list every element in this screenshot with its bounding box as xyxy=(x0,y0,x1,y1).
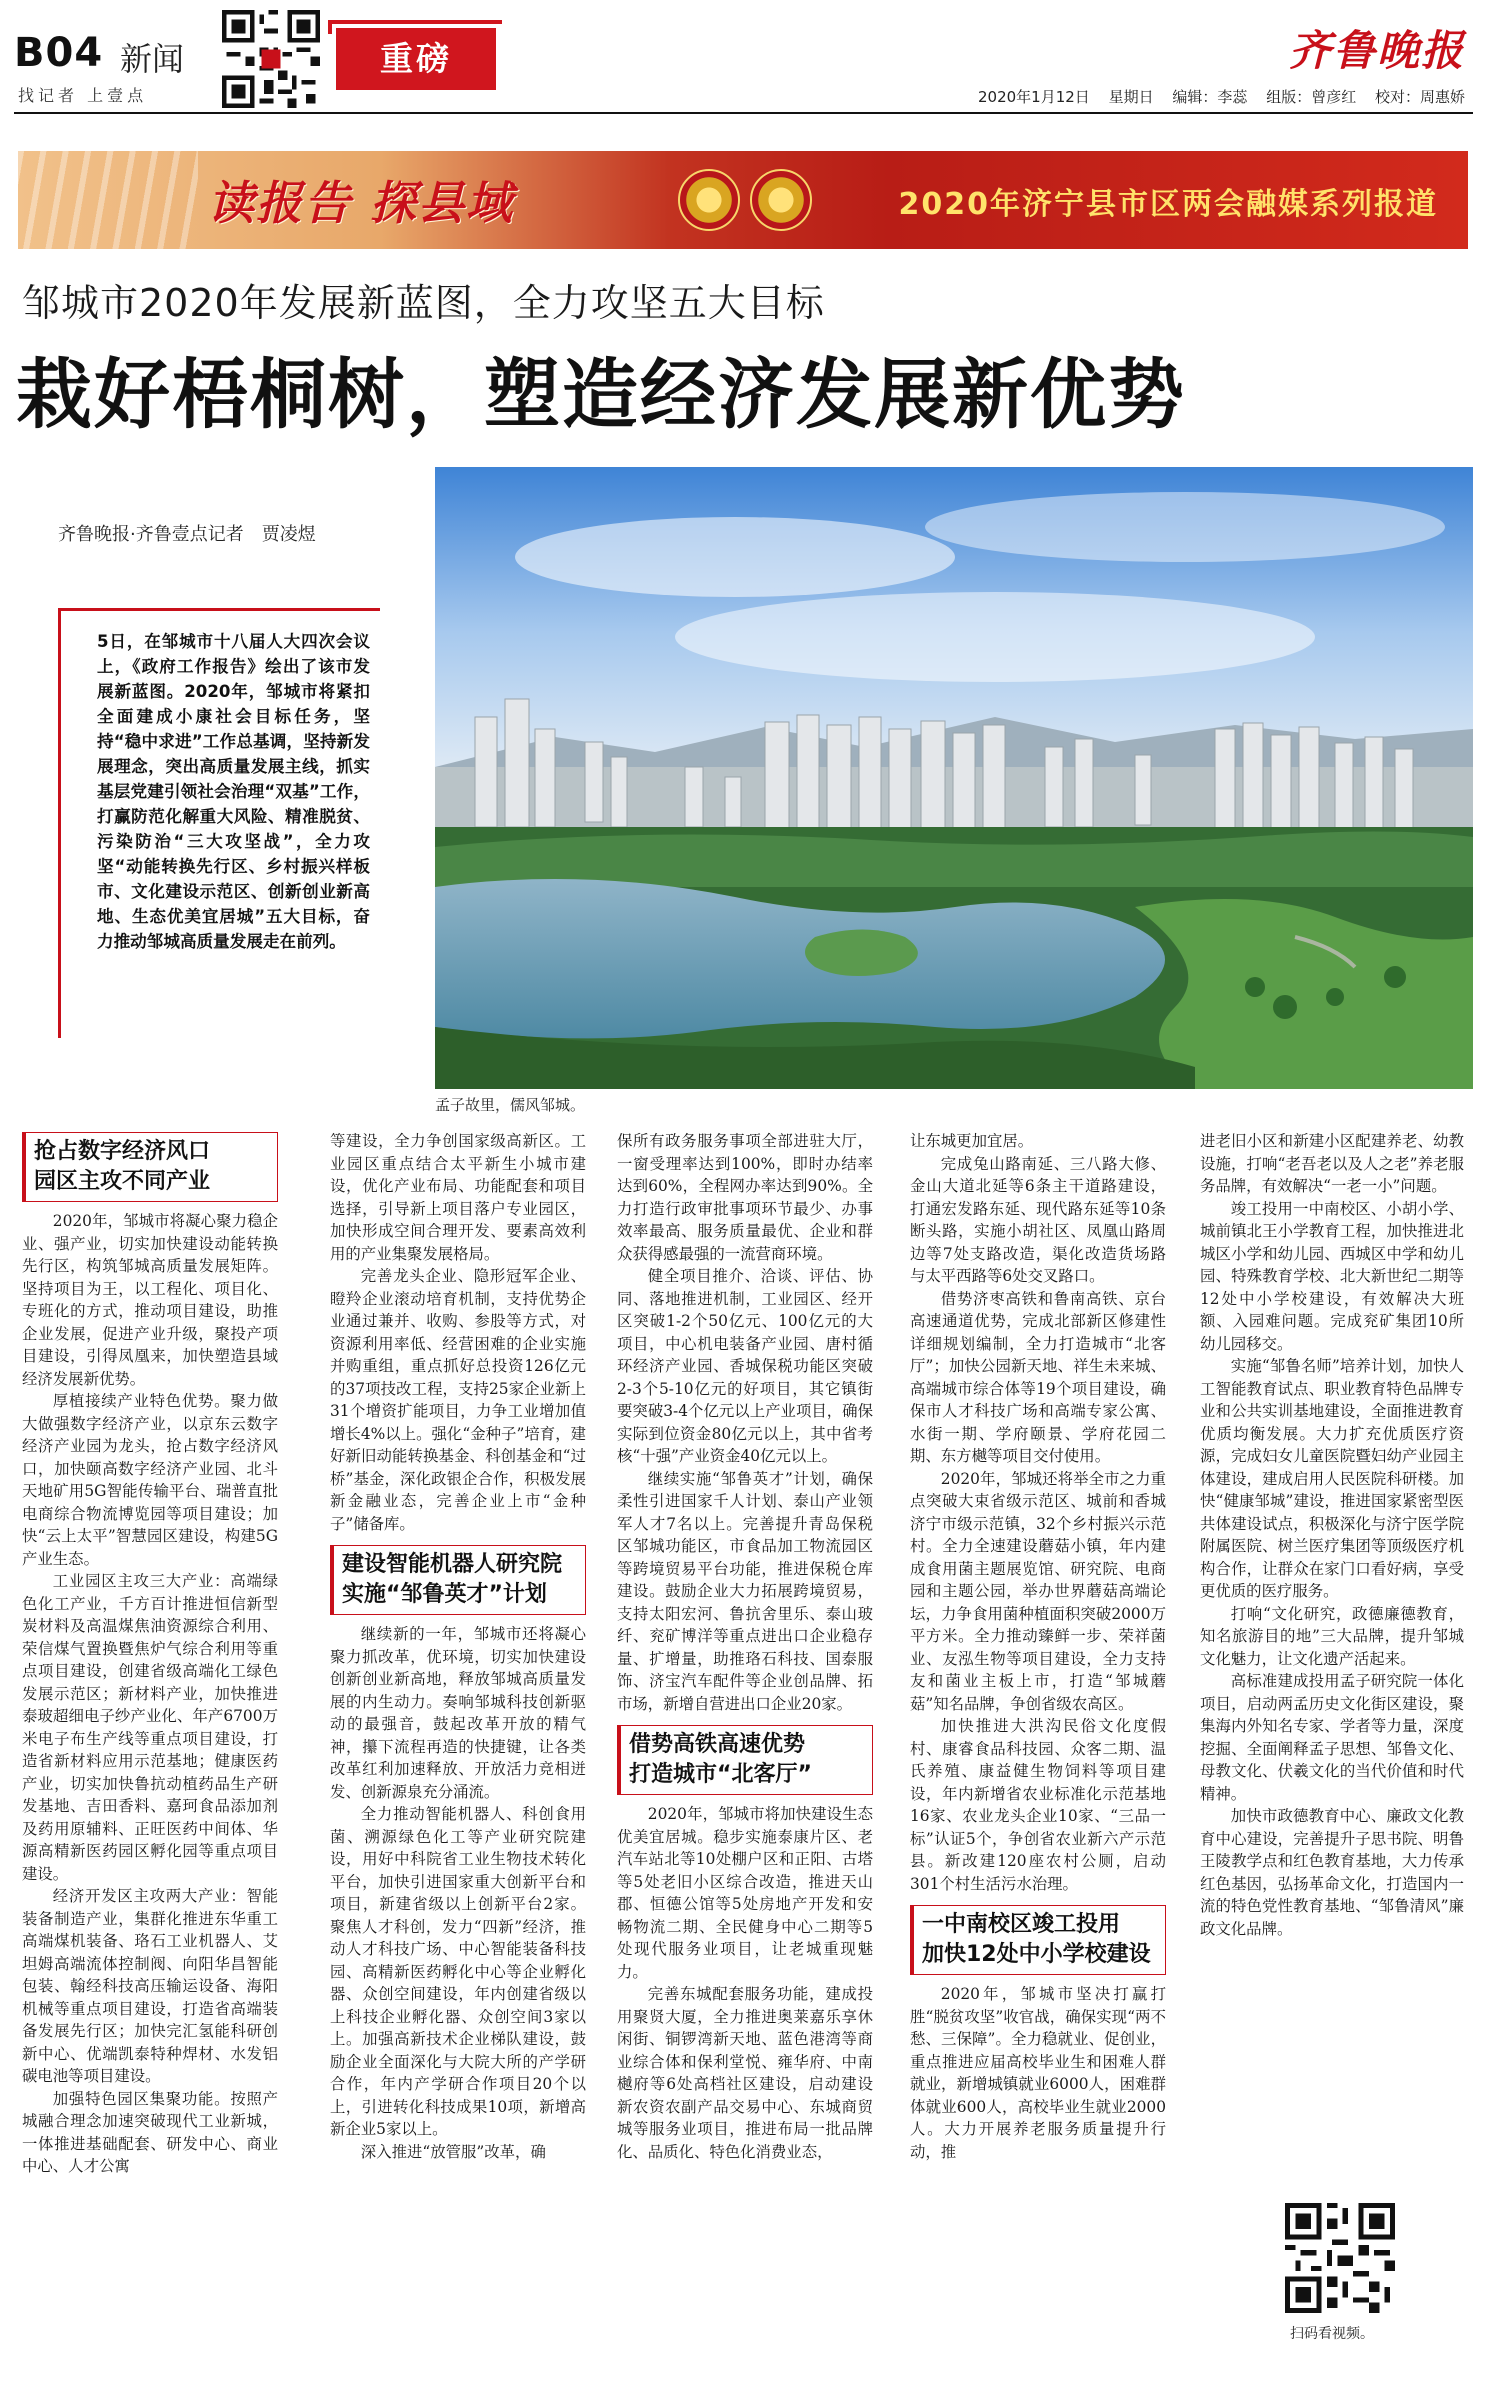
section-name: 新闻 xyxy=(120,40,185,78)
section-heading-3-line2: 打造城市“北客厅” xyxy=(629,1762,812,1787)
column-2 xyxy=(330,1130,586,2380)
issue-date: 2020年1月12日 xyxy=(978,88,1090,106)
paragraph: 加强特色园区集聚功能。按照产城融合理念加速突破现代工业新城，一体推进基础配套、研发中心、商业中心、人才公寓 xyxy=(22,2089,278,2175)
paragraph: 继续实施“邹鲁英才”计划，确保柔性引进国家千人计划、泰山产业领军人才7名以上。完善提升青岛保税区邹城功能区，市食品加工物流园区等跨境贸易平台功能，推进保税仓库建设。鼓励企业大力拓展跨境贸易，支持太阳宏河、鲁抗舍里乐、泰山玻纤、兖矿博洋等重点进出口企业稳存量、扩增量，助推珞石科技、国泰服饰、济宝汽车配件等企业创品牌、拓市场，新增自营进出口企业20家。 xyxy=(617,1469,873,1713)
paragraph: 健全项目推介、洽谈、评估、协同、落地推进机制，工业园区、经开区突破1-2个50亿元、100亿元的大项目，中心机电装备产业园、唐村循环经济产业园、香城保税功能区突破2-3个5-10亿元的好项目，其它镇街要突破3-4个亿元以上产业项目，确保实际到位资金80亿元以上，其中省考核“十强”产业资金40亿元以上。 xyxy=(617,1267,873,1465)
banner-right-title: 2020年济宁县市区两会融媒系列报道 xyxy=(898,187,1438,222)
banner-left-title: 读报告 探县域 xyxy=(208,176,515,230)
paragraph: 工业园区主攻三大产业：高端绿色化工产业，千方百计推进恒信新型炭材料及高温煤焦油资源综合利用、荣信煤气置换暨焦炉气综合利用等重点项目建设，创建省级高端化工绿色发展示范区；新材料产业，加快推进泰玻超细电子纱产业化、年产6700万米电子布生产线等重点项目建设，打造省新材料应用示范基地；健康医药产业，切实加快鲁抗动植药品生产研发基地、吉田香料、嘉珂食品添加剂及药用原辅料、正旺医药中间体、华源高精新医药园区孵化园等重点项目建设。 xyxy=(22,1572,278,1883)
page-number: B04 xyxy=(14,30,104,76)
section-heading-4-line2: 加快12处中小学校建设 xyxy=(922,1942,1151,1967)
newspaper-logo: 齐鲁晚报 xyxy=(1288,26,1465,75)
paragraph: 高标准建成投用孟子研究院一体化项目，启动两孟历史文化街区建设，聚集海内外知名专家、学者等力量，深度挖掘、全面阐释孟子思想、邹鲁文化、母教文化、伏羲文化的当代价值和时代精神。 xyxy=(1200,1672,1464,1803)
paragraph: 让东城更加宜居。 xyxy=(910,1132,1034,1150)
paragraph: 2020年，邹城市将凝心聚力稳企业、强产业，切实加快建设动能转换先行区，构筑邹城高质量发展矩阵。坚持项目为王，以工程化、项目化、专班化的方式，推动项目建设，助推企业发展，促进产业升级，聚投产项目建设，引得凤凰来，加快塑造县域经济发展新优势。 xyxy=(22,1212,278,1388)
section-heading-1-line1: 抢占数字经济风口 xyxy=(34,1139,211,1164)
issue-weekday: 星期日 xyxy=(1108,88,1154,106)
main-headline: 栽好梧桐树，塑造经济发展新优势 xyxy=(16,350,1186,439)
section-heading-3-line1: 借势高铁高速优势 xyxy=(629,1732,806,1757)
section-heading-1-line2: 园区主攻不同产业 xyxy=(34,1169,211,1194)
section-slogan: 找记者 上壹点 xyxy=(18,86,148,105)
proofreader: 校对：周惠娇 xyxy=(1374,88,1465,106)
column-4 xyxy=(910,1130,1166,2380)
paragraph: 加快推进大洪沟民俗文化度假村、康睿食品科技园、众客二期、温氏养殖、康益健生物饲料等项目建设，年内新增省农业标准化示范基地16家、农业龙头企业10家、“三品一标”认证5个，争创省农业新六产示范县。新改建120座农村公厕，启动301个村生活污水治理。 xyxy=(910,1717,1166,1893)
paragraph: 经济开发区主攻两大产业：智能装备制造产业，集群化推进东华重工高端煤机装备、珞石工业机器人、艾坦姆高端流体控制阀、向阳华昌智能包装、翰经科技高压输运设备、海阳机械等重点项目建设，打造省高端装备发展先行区；加快完汇氢能科研创新中心、优端凯泰特种焊材、水发铝碳电池等项目建设。 xyxy=(22,1887,278,2085)
paragraph: 深入推进“放管服”改革，确 xyxy=(360,2142,546,2161)
section-heading-2-line1: 建设智能机器人研究院 xyxy=(342,1552,563,1577)
paragraph: 全力推动智能机器人、科创食用菌、溯源绿色化工等产业研究院建设，用好中科院省工业生物技术转化平台，加快引进国家重大创新平台和项目，新建省级以上创新平台2家。聚焦人才科创，发力“四新”经济，推动人才科技广场、中心智能装备科技园、高精新医药孵化中心等企业孵化器、众创空间建设，年内创建省级以上科技企业孵化器、众创空间3家以上。加强高新技术企业梯队建设，鼓励企业全面深化与大院大所的产学研合作，年内产学研合作项目20个以上，引进转化科技成果10项，新增高新企业5家以上。 xyxy=(330,1805,586,2138)
paragraph: 完善龙头企业、隐形冠军企业、瞪羚企业滚动培育机制，支持优势企业通过兼并、收购、参股等方式，对资源利用率低、经营困难的企业实施并购重组，重点抓好总投资126亿元的37项技改工程，支持25家企业新上31个增资扩能项目，力争工业增加值增长4%以上。强化“金种子”培育，建好新旧动能转换基金、科创基金和“过桥”基金，深化政银企合作，积极发展新金融业态，完善企业上市“金种子”储备库。 xyxy=(330,1267,586,1533)
qr-caption: 扫码看视频。 xyxy=(1290,2326,1374,2342)
page-meta xyxy=(964,86,1465,107)
paragraph: 2020年，邹城市坚决打赢打胜“脱贫攻坚”收官战，确保实现“两不愁、三保障”。全力稳就业、促创业，重点推进应届高校毕业生和困难人群就业，新增城镇就业6000人，困难群体就业600人，高校毕业生就业2000人。大力开展养老服务质量提升行动，推 xyxy=(910,1985,1166,2161)
paragraph: 加快市政德教育中心、廉政文化教育中心建设，完善提升子思书院、明鲁王陵教学点和红色教育基地，大力传承红色基因，弘扬革命文化，打造国内一流的特色党性教育基地、“邹鲁清风”廉政文化品牌。 xyxy=(1200,1807,1464,1938)
cppcc-emblem-icon xyxy=(750,169,812,231)
lead-paragraph: 5日，在邹城市十八届人大四次会议上，《政府工作报告》绘出了该市发展新蓝图。2020年，邹城市将紧扣全面建成小康社会目标任务，坚持“稳中求进”工作总基调，坚持新发展理念，突出高质量发展主线，抓实基层党建引领社会治理“双基”工作，打赢防范化解重大风险、精准脱贫、污染防治“三大攻坚战”，全力攻坚“动能转换先行区、乡村振兴样板市、文化建设示范区、创新创业新高地、生态优美宜居城”五大目标，奋力推动邹城高质量发展走在前列。 xyxy=(58,608,380,1038)
section-heading-1 xyxy=(22,1132,278,1202)
paragraph: 竣工投用一中南校区、小胡小学、城前镇北王小学教育工程，加快推进北城区小学和幼儿园、西城区中学和幼儿园、特殊教育学校、北大新世纪二期等12处中小学校建设，有效解决大班额、入园难问题。完成兖矿集团10所幼儿园移交。 xyxy=(1200,1199,1464,1353)
series-banner xyxy=(18,151,1468,249)
header-qr-code-icon[interactable] xyxy=(222,10,320,108)
sub-headline: 邹城市2020年发展新蓝图，全力攻坚五大目标 xyxy=(22,281,825,325)
paragraph: 完善东城配套服务功能，建成投用聚贤大厦，全力推进奥莱嘉乐享休闲街、铜锣湾新天地、蓝色港湾等商业综合体和保利堂悦、雍华府、中南樾府等6处高档社区建设，启动建设新农资农副产品交易中心、东城商贸城等服务业项目，推进布局一批品牌化、品质化、特色化消费业态， xyxy=(617,1985,873,2161)
editor: 编辑：李蕊 xyxy=(1172,88,1248,106)
national-emblem-icon xyxy=(678,169,740,231)
paragraph: 继续新的一年，邹城市还将凝心聚力抓改革，优环境，切实加快建设创新创业新高地，释放邹城高质量发展的内生动力。奏响邹城科技创新驱动的最强音，鼓起改革开放的精气神，攥下流程再造的快捷键，让各类改革红利加速释放、开放活力竞相迸发、创新源泉充分涌流。 xyxy=(330,1625,586,1801)
layout-editor: 组版：曾彦红 xyxy=(1266,88,1357,106)
paragraph: 等建设，全力争创国家级高新区。工业园区重点结合太平新生小城市建设，优化产业布局、功能配套和项目选择，引导新上项目落户专业园区，加快形成空间合理开发、要素高效利用的产业集聚发展格局。 xyxy=(330,1132,586,1263)
paragraph: 借势济枣高铁和鲁南高铁、京台高速通道优势，完成北部新区修建性详细规划编制，全力打造城市“北客厅”；加快公园新天地、祥生未来城、高端城市综合体等19个项目建设，确保市人才科技广场和高端专家公寓、水街一期、学府颐景、学府花园二期、东方樾等项目交付使用。 xyxy=(910,1289,1166,1465)
section-heading-2 xyxy=(330,1545,586,1615)
section-heading-4-line1: 一中南校区竣工投用 xyxy=(922,1912,1121,1937)
column-5 xyxy=(1200,1130,1464,2190)
paragraph: 保所有政务服务事项全部进驻大厅，一窗受理率达到100%，即时办结率达到60%，全程网办率达到90%。全力打造行政审批事项环节最少、办事效率最高、服务质量最优、企业和群众获得感最强的一流营商环境。 xyxy=(617,1132,873,1263)
section-heading-3 xyxy=(617,1725,873,1795)
paragraph: 厚植接续产业特色优势。聚力做大做强数字经济产业，以京东云数字经济产业园为龙头，抢占数字经济风口，加快颐高数字经济产业园、北斗天地矿用5G智能传输平台、瑞普直批电商综合物流博览园等项目建设；加快“云上太平”智慧园区建设，构建5G产业生态。 xyxy=(22,1392,278,1568)
byline: 齐鲁晚报·齐鲁壹点记者 贾凌煜 xyxy=(58,524,316,545)
column-3 xyxy=(617,1130,873,2380)
video-qr-code-icon[interactable] xyxy=(1285,2203,1395,2313)
paragraph: 实施“邹鲁名师”培养计划，加快人工智能教育试点、职业教育特色品牌专业和公共实训基地建设，全面推进教育优质均衡发展。大力扩充优质医疗资源，完成妇女儿童医院暨妇幼产业园主体建设，建成启用人民医院科研楼。加快“健康邹城”建设，推进国家紧密型医共体建设试点，积极深化与济宁医学院附属医院、树兰医疗集团等顶级医疗机构合作，让群众在家门口看好病，享受更优质的医疗服务。 xyxy=(1200,1357,1464,1600)
header-divider xyxy=(14,112,1473,114)
city-aerial-photo xyxy=(435,467,1473,1089)
banner-decoration xyxy=(18,151,198,249)
paragraph: 完成兔山路南延、三八路大修、金山大道北延等6条主干道路建设，打通宏发路东延、现代路东延等10条断头路，实施小胡社区、凤凰山路周边等7处支路改造，渠化改造货场路与太平西路等6处交叉路口。 xyxy=(910,1154,1166,1285)
section-heading-4 xyxy=(910,1905,1166,1975)
paragraph: 进老旧小区和新建小区配建养老、幼教设施，打响“老吾老以及人之老”养老服务品牌，有效解决“一老一小”问题。 xyxy=(1200,1132,1464,1195)
section-tag: 重磅 xyxy=(336,28,496,90)
paragraph: 2020年，邹城还将举全市之力重点突破大束省级示范区、城前和香城济宁市级示范镇，32个乡村振兴示范村。全力全速建设蘑菇小镇，年内建成食用菌主题展览馆、研究院、电商园和主题公园，举办世界蘑菇高端论坛，力争食用菌种植面积突破2000万平方米。全力推动臻鲜一步、荣祥菌业、友泓生物等项目建设，全力支持友和菌业主板上市，打造“邹城蘑菇”知名品牌，争创省级农高区。 xyxy=(910,1469,1166,1713)
section-heading-2-line2: 实施“邹鲁英才”计划 xyxy=(342,1582,547,1607)
column-1 xyxy=(22,1130,278,2380)
photo-caption: 孟子故里，儒风邹城。 xyxy=(435,1096,586,1114)
paragraph: 2020年，邹城市将加快建设生态优美宜居城。稳步实施泰康片区、老汽车站北等10处棚户区和正阳、古塔等5处老旧小区综合改造，推进天山郡、恒德公馆等5处房地产开发和安畅物流二期、全民健身中心二期等5处现代服务业项目，让老城重现魅力。 xyxy=(617,1805,873,1981)
paragraph: 打响“文化研究，政德廉德教育，知名旅游目的地”三大品牌，提升邹城文化魅力，让文化遗产活起来。 xyxy=(1200,1604,1464,1668)
